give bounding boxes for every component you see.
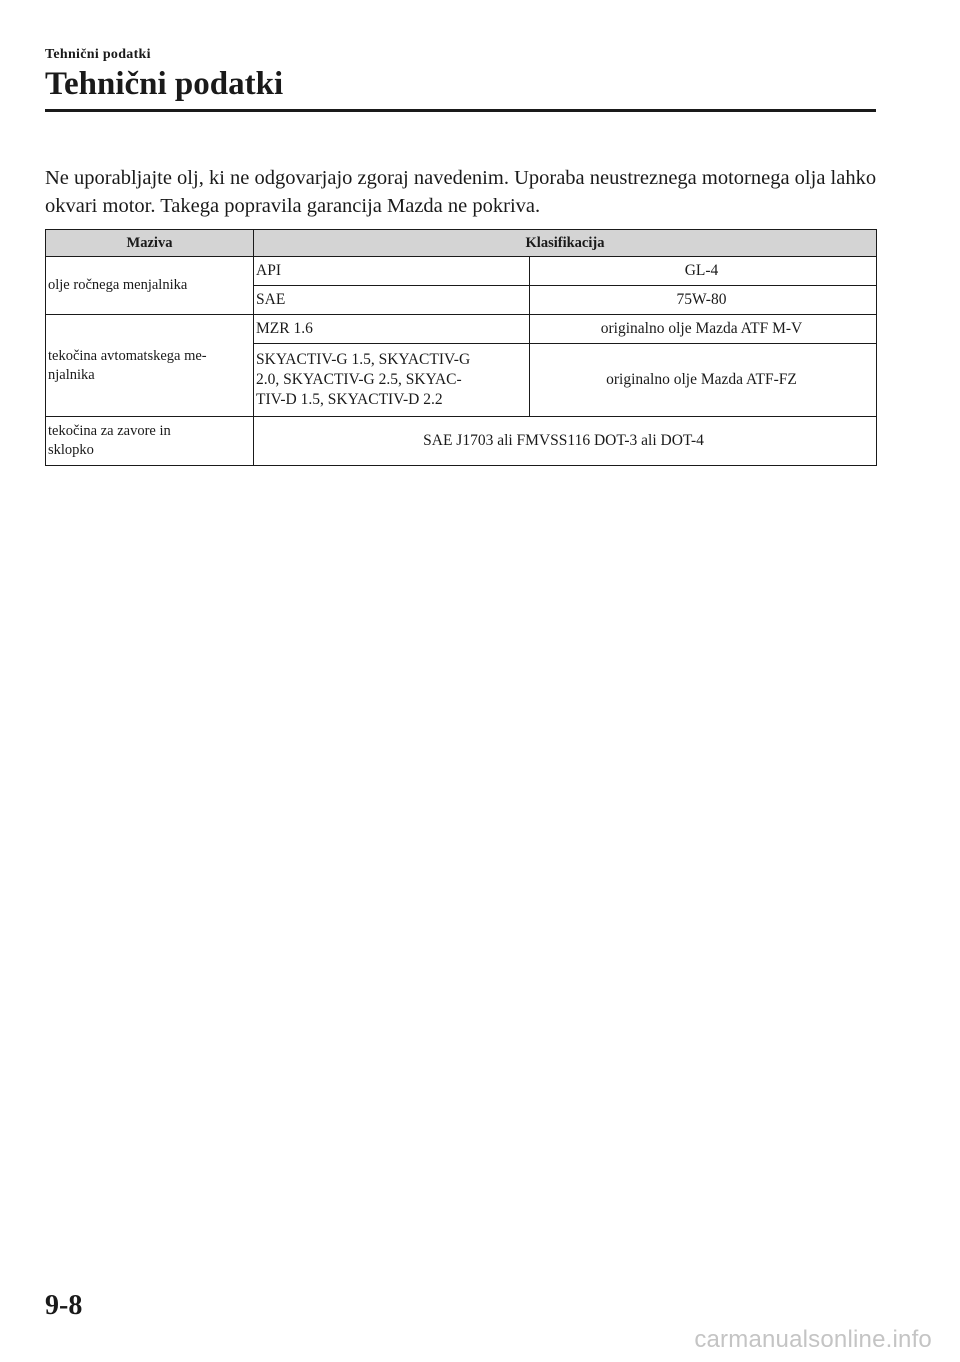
intro-paragraph: Ne uporabljajte olj, ki ne odgovarjajo zgoraj navedenim. Uporaba neustreznega motornega olja lahko okvari motor. Takega popravila garancija Mazda ne pokriva.: [45, 167, 877, 217]
watermark: carmanualsonline.info: [694, 1326, 932, 1353]
title-rule: [45, 109, 876, 112]
lubricant-label: tekočina avtomatskega me- njalnika: [48, 347, 207, 383]
lubricant-manual-transmission: olje ročnega menjalnika: [46, 257, 254, 315]
engine-cell: MZR 1.6: [254, 315, 530, 344]
engine-list: SKYACTIV-G 1.5, SKYACTIV-G 2.0, SKYACTIV-G 2.5, SKYAC- TIV-D 1.5, SKYACTIV-D 2.2: [256, 351, 471, 408]
page-title: Tehnični podatki: [45, 66, 284, 102]
lubricant-label: tekočina za zavore in sklopko: [48, 423, 171, 458]
header-classification: Klasifikacija: [254, 230, 877, 257]
header-lubricants: Maziva: [46, 230, 254, 257]
classification-cell: GL-4: [530, 257, 877, 286]
standard-cell: API: [254, 257, 530, 286]
lubricant-automatic-transmission: [46, 315, 254, 417]
lubricants-table: [45, 229, 877, 466]
standard-cell: SAE: [254, 286, 530, 315]
table-row: [46, 315, 877, 344]
running-head: Tehnični podatki: [45, 47, 151, 62]
page-number: 9-8: [45, 1290, 83, 1321]
table-header-row: [46, 230, 877, 257]
engine-cell: [254, 344, 530, 417]
lubricant-brake-clutch: [46, 417, 254, 466]
classification-cell: originalno olje Mazda ATF-FZ: [530, 344, 877, 417]
classification-cell: 75W-80: [530, 286, 877, 315]
classification-cell: originalno olje Mazda ATF M-V: [530, 315, 877, 344]
table-row: [46, 257, 877, 286]
classification-cell: SAE J1703 ali FMVSS116 DOT-3 ali DOT-4: [254, 417, 877, 466]
table-row: [46, 417, 877, 466]
